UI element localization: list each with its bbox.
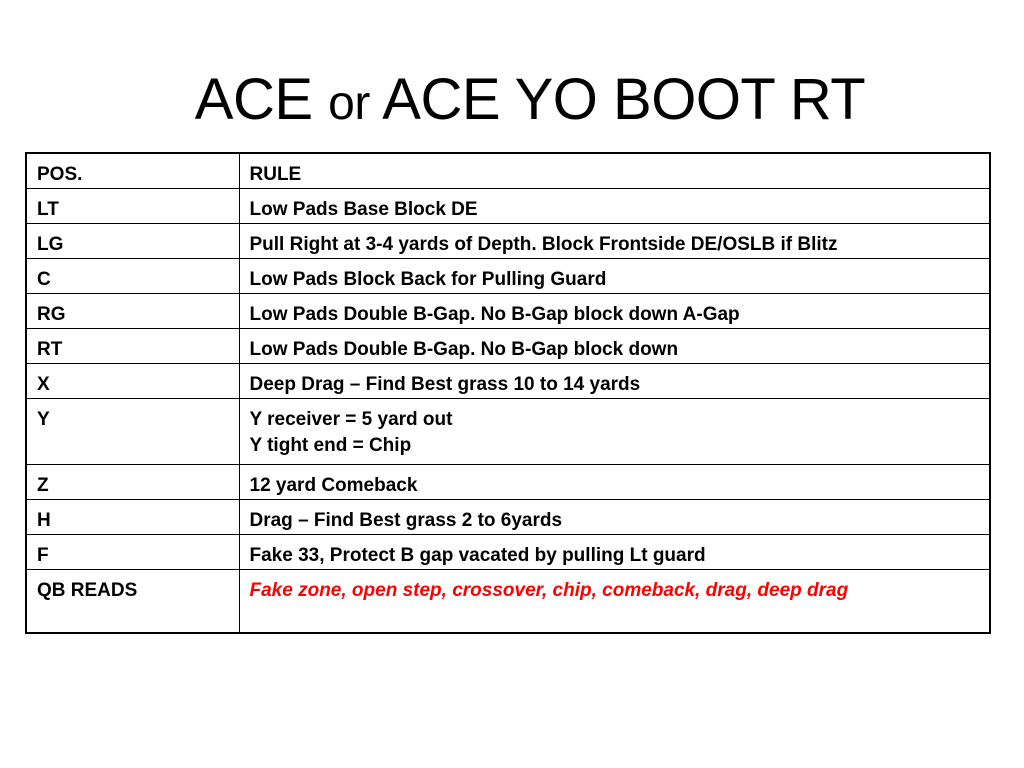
pos-cell: X (26, 364, 239, 399)
rule-cell: Drag – Find Best grass 2 to 6yards (239, 500, 990, 535)
table-row-qb-reads (26, 570, 990, 633)
rule-cell: Low Pads Double B-Gap. No B-Gap block down (239, 329, 990, 364)
header-pos: POS. (26, 153, 239, 189)
rule-cell: Fake 33, Protect B gap vacated by pulling Lt guard (239, 535, 990, 570)
table-row-rt (26, 329, 990, 364)
rule-line-tight-end: Y tight end = Chip (249, 435, 412, 456)
table-row-f (26, 535, 990, 570)
pos-cell: LG (26, 224, 239, 259)
pos-cell: F (26, 535, 239, 570)
title-part-ace-yo-boot-rt: ACE YO BOOT RT (382, 67, 866, 132)
assignment-table (25, 152, 991, 634)
table-row-rg (26, 294, 990, 329)
pos-cell: RT (26, 329, 239, 364)
title-part-or: or (328, 77, 370, 130)
table-row-y (26, 399, 990, 465)
slide-title (0, 64, 1024, 140)
pos-cell: C (26, 259, 239, 294)
pos-cell: LT (26, 189, 239, 224)
pos-cell: Y (26, 399, 239, 465)
pos-cell: QB READS (26, 570, 239, 633)
rule-cell: Low Pads Block Back for Pulling Guard (239, 259, 990, 294)
table-row-c (26, 259, 990, 294)
rule-line-receiver: Y receiver = 5 yard out (249, 409, 453, 430)
qb-reads-rule-cell: Fake zone, open step, crossover, chip, comeback, drag, deep drag (239, 570, 990, 633)
pos-cell: RG (26, 294, 239, 329)
table-row-z (26, 465, 990, 500)
table-header-row (26, 153, 990, 189)
table-row-lg (26, 224, 990, 259)
rule-cell (239, 399, 990, 465)
rule-cell: Low Pads Base Block DE (239, 189, 990, 224)
rule-cell: Pull Right at 3-4 yards of Depth. Block Frontside DE/OSLB if Blitz (239, 224, 990, 259)
table-row-x (26, 364, 990, 399)
pos-cell: H (26, 500, 239, 535)
table-row-h (26, 500, 990, 535)
rule-cell: 12 yard Comeback (239, 465, 990, 500)
rule-cell: Low Pads Double B-Gap. No B-Gap block down A-Gap (239, 294, 990, 329)
header-rule: RULE (239, 153, 990, 189)
title-part-ace: ACE (194, 67, 313, 132)
pos-cell: Z (26, 465, 239, 500)
table-row-lt (26, 189, 990, 224)
rule-cell: Deep Drag – Find Best grass 10 to 14 yards (239, 364, 990, 399)
